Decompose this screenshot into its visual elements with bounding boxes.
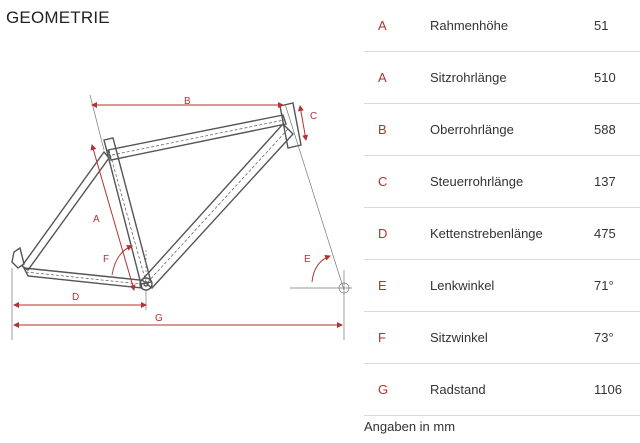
- rear-dropout: [12, 248, 24, 268]
- page-title: GEOMETRIE: [6, 8, 110, 27]
- table-row: [364, 104, 640, 156]
- table-row: [364, 260, 640, 312]
- row-name: Sitzwinkel: [430, 330, 488, 345]
- reference-lines: [12, 95, 352, 340]
- row-value: 475: [594, 226, 616, 241]
- dim-label-c: C: [310, 111, 318, 122]
- table-row: [364, 364, 640, 416]
- frame-geometry-diagram: [0, 80, 360, 360]
- table-row: [364, 208, 640, 260]
- dim-label-f: F: [103, 254, 110, 265]
- table-row: [364, 52, 640, 104]
- head-tube: [280, 103, 301, 148]
- row-code: E: [378, 278, 387, 293]
- dim-label-d: D: [72, 292, 80, 303]
- row-code: A: [378, 18, 387, 33]
- row-name: Lenkwinkel: [430, 278, 495, 293]
- table-row: [364, 0, 640, 52]
- row-value: 137: [594, 174, 616, 189]
- geometry-table: [364, 0, 640, 416]
- dimension-lines: [14, 105, 342, 325]
- row-name: Oberrohrlänge: [430, 122, 514, 137]
- dim-label-b: B: [184, 96, 191, 107]
- row-name: Steuerrohrlänge: [430, 174, 524, 189]
- row-value: 51: [594, 18, 609, 33]
- row-code: A: [378, 70, 387, 85]
- row-name: Kettenstrebenlänge: [430, 226, 543, 241]
- seat-stay: [22, 152, 109, 270]
- dim-label-g: G: [155, 313, 163, 324]
- table-row: [364, 156, 640, 208]
- units-footnote: Angaben in mm: [364, 419, 456, 434]
- row-code: F: [378, 330, 386, 345]
- row-value: 71°: [594, 278, 614, 293]
- row-value: 73°: [594, 330, 614, 345]
- row-name: Radstand: [430, 382, 486, 397]
- row-value: 510: [594, 70, 616, 85]
- row-name: Rahmenhöhe: [430, 18, 509, 33]
- dim-label-e: E: [304, 254, 311, 265]
- row-code: C: [378, 174, 388, 189]
- table-row: [364, 312, 640, 364]
- dim-label-a: A: [93, 214, 100, 225]
- row-code: G: [378, 382, 389, 397]
- row-value: 1106: [594, 382, 622, 397]
- row-code: B: [378, 122, 387, 137]
- row-name: Sitzrohrlänge: [430, 70, 507, 85]
- row-code: D: [378, 226, 388, 241]
- bike-frame: [12, 103, 301, 290]
- row-value: 588: [594, 122, 616, 137]
